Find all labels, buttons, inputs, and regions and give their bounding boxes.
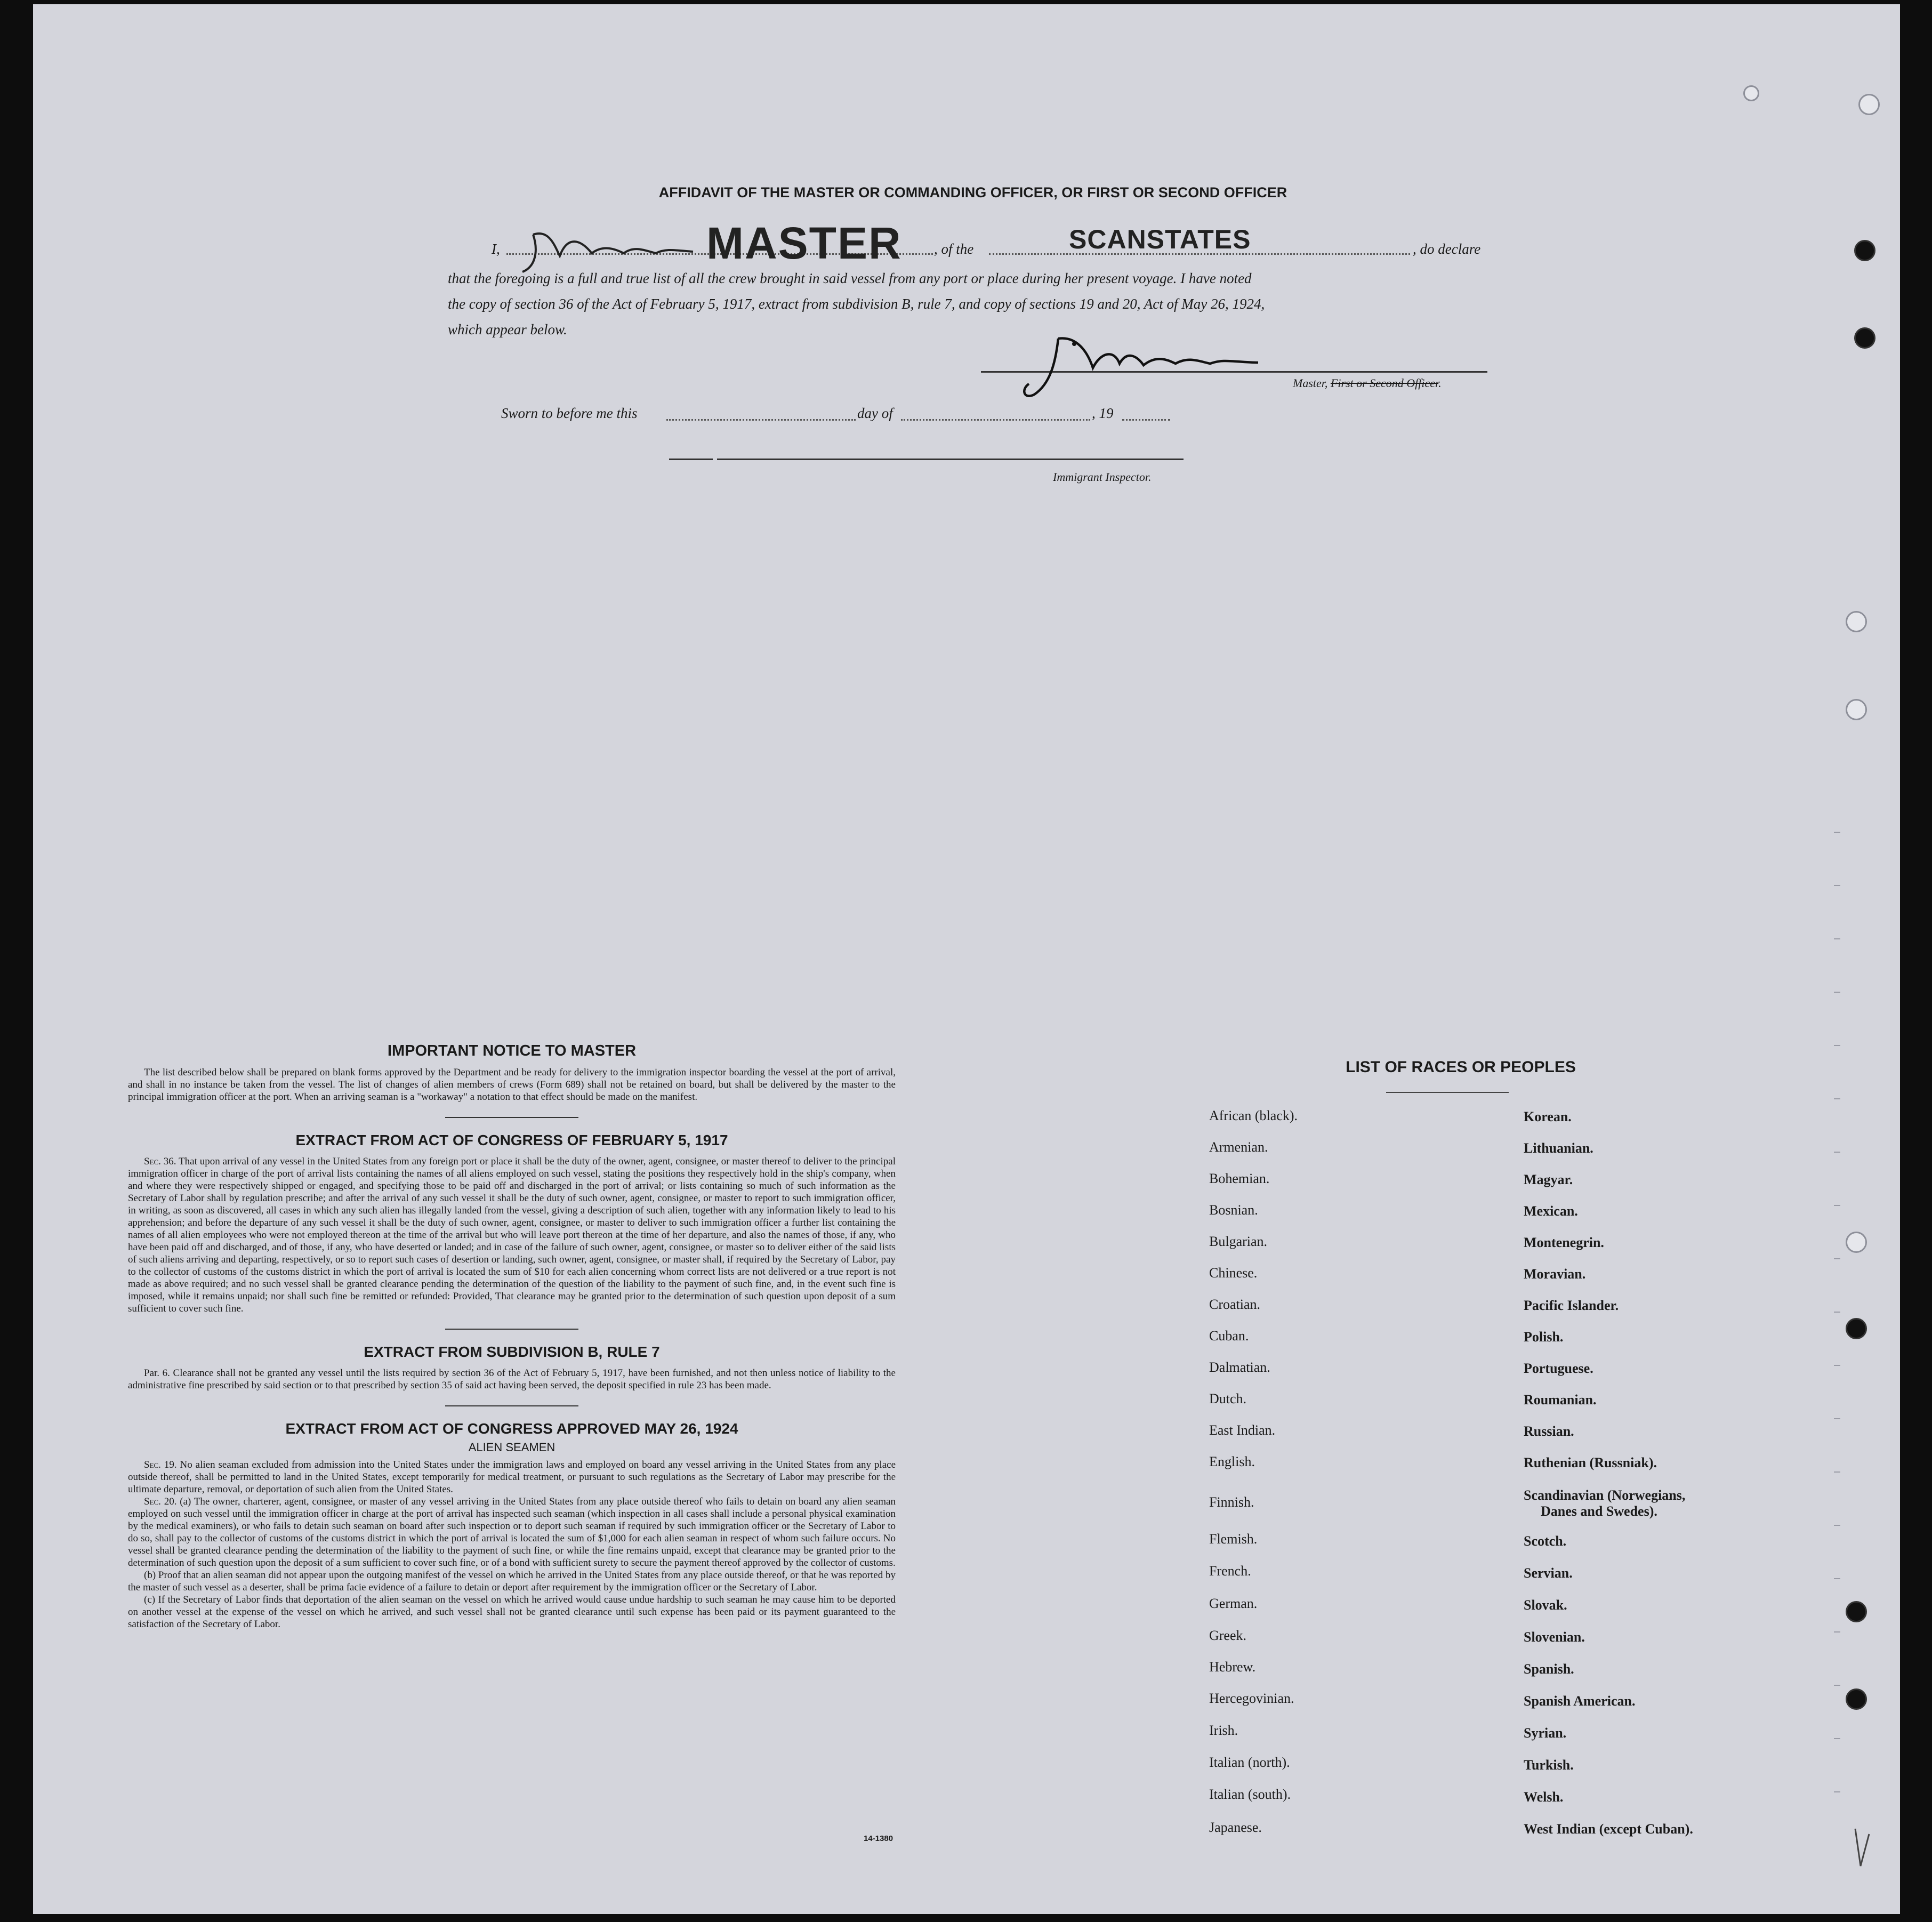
period: .: [1438, 376, 1442, 390]
rule-7-body: Par. 6. Clearance shall not be granted any vessel until the lists required by section 36 of the Act of February 5, 1917, have been furnished, and not then unless notice of liability to the administrative fine prescribed by said section or to that prescribed by section 35 of said act having been served, the deposit specified in rule 23 has been made.: [128, 1368, 896, 1391]
race-item: Dalmatian.: [1209, 1360, 1270, 1375]
race-item: Magyar.: [1524, 1172, 1573, 1187]
divider: [1386, 1092, 1509, 1093]
sec-20a-text: (a) The owner, charterer, agent, consignee, or master of any vessel arriving in the United States from any place outside thereof who fails to detain on board any alien seaman employed on such vessel until the immigration officer in charge at the port of arrival has inspected such seaman (which inspection in all cases shall include a personal physical examination by the medical examiners), or who fails to detain such seaman on board after such inspection or to deport such seaman if required by such immigration officer or the Secretary of Labor to do so, shall pay to the collector of customs of the customs district in which the port of arrival is located the sum of $1,000 for each alien seaman in respect of whom such failure occurs. No vessel shall be granted clearance pending the determination of the liability to the payment of such fine, or while the fine remains unpaid, except that clearance may be granted prior to the determination of such question upon the deposit of a sum sufficient to cover such fine, or of a bond with sufficient surety to secure the payment thereof approved by the collector of customs.: [128, 1496, 896, 1569]
sworn-label: Sworn to before me this: [501, 405, 638, 421]
sec-19-label: Sec. 19.: [144, 1459, 177, 1470]
binder-hole: [1846, 1232, 1867, 1253]
race-item-continued: Danes and Swedes).: [1541, 1503, 1657, 1519]
race-item: Cuban.: [1209, 1328, 1249, 1344]
race-item: African (black).: [1209, 1108, 1298, 1123]
of-the-label: , of the: [934, 241, 974, 257]
race-item: Portuguese.: [1524, 1361, 1593, 1376]
race-item: West Indian (except Cuban).: [1524, 1821, 1693, 1837]
extract-1917-title: EXTRACT FROM ACT OF CONGRESS OF FEBRUARY 5, 1917: [295, 1132, 728, 1148]
race-item: Hercegovinian.: [1209, 1691, 1294, 1706]
binder-hole: [1854, 240, 1875, 261]
rule-7-title: EXTRACT FROM SUBDIVISION B, RULE 7: [364, 1344, 660, 1360]
race-item: Moravian.: [1524, 1266, 1586, 1282]
race-item: Mexican.: [1524, 1203, 1578, 1219]
race-item: Japanese.: [1209, 1820, 1262, 1835]
race-item: Italian (south).: [1209, 1787, 1291, 1802]
divider: [445, 1405, 578, 1406]
race-item: French.: [1209, 1563, 1251, 1579]
race-item: Bohemian.: [1209, 1171, 1270, 1186]
race-item: Pacific Islander.: [1524, 1298, 1619, 1313]
extract-1917-body: [128, 1155, 896, 1315]
sec-36-text: That upon arrival of any vessel in the United States from any foreign port or place it shall be the duty of the owner, agent, consignee, or master thereof to deliver to the principal immigration officer in charge of the port of arrival lists containing the names of all aliens employed on such vessel, stating the positions they respectively hold in the ship's company, when and where they were respectively shipped or engaged, and specifying those to be paid off and discharged in the port of arrival; or lists containing so much of such information as the Secretary of Labor shall by regulation prescribe; and after the arrival of any such vessel it shall be the duty of such owner, agent, consignee, or master to report to such immigration officer, in writing, as soon as discovered, all cases in which any such alien has illegally landed from the vessel, giving a description of such alien, together with any information likely to lead to his apprehension; and before the departure of any such vessel it shall be the duty of such owner, agent, consignee, or master to deliver to such immigration officer a further list containing the names of all alien employees who were not employed thereon at the time of the arrival but who will leave port thereon at the time of her departure, and also the names of those, if any, who have been paid off and discharged, and of those, if any, who have deserted or landed; and in case of the failure of such owner, agent, consignee, or master so to deliver either of the said lists of such aliens arriving and departing, respectively, or so to report such cases of desertion or landing, such owner, agent, consignee, or master shall, if required by the Secretary of Labor, pay to the collector of customs of the customs district in which the port of arrival is located the sum of $10 for each alien concerning whom correct lists are not delivered or a true report is not made as above required; and no such vessel shall be granted clearance pending the determination of the question of the liability to the payment of such fine, and, in the event such fine is imposed, while it remains unpaid; nor shall such fine be remitted or refunded: Provided, That clearance may be granted prior to the determination of such question upon deposit of a sum sufficient to cover such fine.: [128, 1156, 896, 1314]
race-item: Finnish.: [1209, 1494, 1254, 1510]
race-item: Slovak.: [1524, 1597, 1567, 1613]
year-label: , 19: [1092, 405, 1114, 421]
race-item: Spanish.: [1524, 1661, 1574, 1677]
binder-hole: [1743, 85, 1759, 101]
race-item: Welsh.: [1524, 1789, 1564, 1805]
notice-title: IMPORTANT NOTICE TO MASTER: [387, 1042, 637, 1059]
race-item: East Indian.: [1209, 1422, 1276, 1438]
race-item: Servian.: [1524, 1565, 1573, 1581]
i-label: I,: [492, 241, 500, 257]
race-item: Irish.: [1209, 1723, 1238, 1738]
affidavit-body-line-3: which appear below.: [448, 321, 567, 337]
race-item: Greek.: [1209, 1628, 1247, 1643]
sworn-month-line: [901, 419, 1090, 421]
race-item: English.: [1209, 1454, 1255, 1469]
vessel-name: SCANSTATES: [1069, 224, 1251, 254]
race-item: Russian.: [1524, 1424, 1574, 1439]
sec-20b-text: (b) Proof that an alien seaman did not appear upon the outgoing manifest of the vessel on which he arrived in the United States from any place outside thereof, or that he was reported by the master of such vessel as a deserter, shall be prima facie evidence of a failure to detain or deport after requirement by the immigration officer or the Secretary of Labor.: [128, 1570, 896, 1593]
binder-hole: [1846, 1318, 1867, 1339]
master-stamp: MASTER: [706, 218, 902, 268]
affidavit-body-line-2: the copy of section 36 of the Act of February 5, 1917, extract from subdivision B, rule 7, and copy of sections 19 and 20, Act of May 26, 1924,: [448, 296, 1265, 312]
race-item: Spanish American.: [1524, 1693, 1636, 1709]
race-item: Montenegrin.: [1524, 1235, 1604, 1250]
race-item: Bulgarian.: [1209, 1234, 1268, 1249]
master-signature: [1013, 331, 1269, 405]
binder-hole: [1854, 327, 1875, 349]
race-item: Polish.: [1524, 1329, 1564, 1345]
sworn-day-line: [666, 419, 856, 421]
race-item: Italian (north).: [1209, 1755, 1290, 1770]
pencil-mark: [1851, 1823, 1872, 1871]
struck-officer-label: First or Second Officer: [1330, 376, 1439, 390]
race-item: Turkish.: [1524, 1757, 1574, 1773]
race-item: Lithuanian.: [1524, 1140, 1593, 1156]
race-item: Armenian.: [1209, 1139, 1268, 1155]
race-item: Chinese.: [1209, 1265, 1258, 1281]
race-item: Scotch.: [1524, 1533, 1567, 1549]
race-item: Flemish.: [1209, 1531, 1258, 1547]
race-item: Hebrew.: [1209, 1659, 1256, 1675]
binder-hole: [1846, 1601, 1867, 1622]
race-item: Roumanian.: [1524, 1392, 1597, 1408]
divider: [445, 1329, 578, 1330]
sec-19-text: No alien seaman excluded from admission into the United States under the immigration laws and employed on board any vessel arriving in the United States from any place outside thereof, shall be permitted to land in the United States, except temporarily for medical treatment, or pursuant to such regulations as the Secretary of Labor may prescribe for the ultimate departure, removal, or deportation of such alien from the United States.: [128, 1459, 896, 1495]
race-item: Korean.: [1524, 1109, 1572, 1124]
races-title: LIST OF RACES OR PEOPLES: [1346, 1058, 1576, 1076]
race-item: Slovenian.: [1524, 1629, 1585, 1645]
notice-body: The list described below shall be prepared on blank forms approved by the Department and be ready for delivery to the immigration inspector boarding the vessel at the port of arrival, and shall in no instance be taken from the vessel. The list of changes of alien members of crews (Form 689) shall not be retained on board, but shall be delivered by the master to the principal immigration officer at the port. When an arriving seaman is a "workaway" a notation to that effect should be made on the manifest.: [128, 1067, 896, 1103]
race-item: Dutch.: [1209, 1391, 1247, 1406]
inspector-label: Immigrant Inspector.: [1053, 470, 1152, 484]
binder-hole: [1846, 1688, 1867, 1710]
race-item: Bosnian.: [1209, 1202, 1258, 1218]
sworn-year-line: [1122, 419, 1170, 421]
sec-19-body: [128, 1459, 896, 1495]
sec-36-label: Sec. 36.: [144, 1156, 176, 1167]
binder-hole: [1846, 611, 1867, 632]
sec-20-label: Sec. 20.: [144, 1496, 177, 1507]
sec-20c-text: (c) If the Secretary of Labor finds that deportation of the alien seaman on the vessel on which he arrived would cause undue hardship to such seaman he may cause him to be deported on another vessel at the expense of the vessel on which he arrived, and such vessel shall not be granted clearance until such expense has been paid or its payment guaranteed to the satisfaction of the Secretary of Labor.: [128, 1594, 896, 1630]
day-of-label: day of: [857, 405, 893, 421]
race-item: German.: [1209, 1596, 1258, 1611]
binder-hole: [1858, 94, 1880, 115]
affidavit-body-line-1: that the foregoing is a full and true list of all the crew brought in said vessel from any port or place during her present voyage. I have noted: [448, 270, 1252, 286]
race-item: Ruthenian (Russniak).: [1524, 1455, 1657, 1470]
master-label: Master,: [1293, 376, 1328, 390]
notices-column: [128, 1042, 896, 1630]
race-item: Croatian.: [1209, 1297, 1261, 1312]
sec-20a-body: [128, 1495, 896, 1569]
affidavit-title: AFFIDAVIT OF THE MASTER OR COMMANDING OFFICER, OR FIRST OR SECOND OFFICER: [658, 184, 1287, 200]
race-item: Scandinavian (Norwegians,: [1524, 1487, 1686, 1503]
do-declare-label: , do declare: [1413, 241, 1481, 257]
extract-1924-title: EXTRACT FROM ACT OF CONGRESS APPROVED MAY 26, 1924: [285, 1420, 738, 1437]
divider: [445, 1117, 578, 1118]
form-number: 14-1380: [864, 1834, 893, 1843]
inspector-line: [717, 459, 1184, 460]
binder-hole: [1846, 699, 1867, 720]
race-item: Syrian.: [1524, 1725, 1567, 1741]
alien-seamen-subtitle: ALIEN SEAMEN: [468, 1441, 556, 1454]
